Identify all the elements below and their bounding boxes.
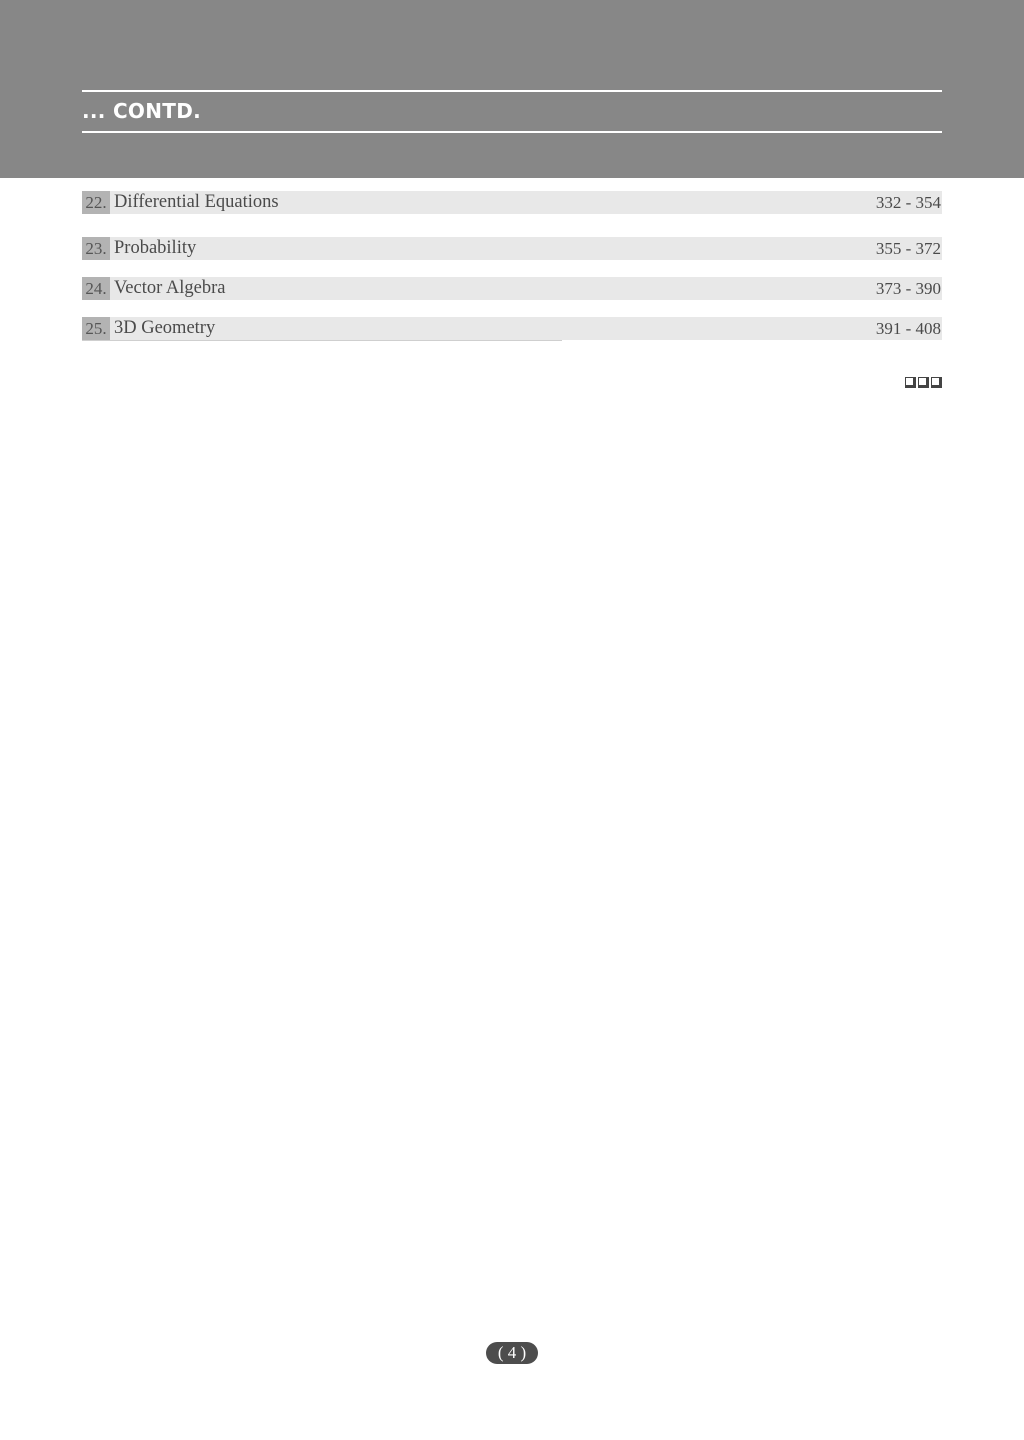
toc-entry-pages: 355 - 372 bbox=[875, 239, 941, 258]
toc-entry-pages: 373 - 390 bbox=[875, 279, 941, 298]
toc-entry-title: 3D Geometry bbox=[114, 318, 216, 338]
toc-entry-vector-algebra[interactable] bbox=[82, 277, 942, 300]
toc-entry-title: Probability bbox=[114, 238, 197, 258]
toc-entry-title: Vector Algebra bbox=[114, 278, 226, 298]
section-title: ... CONTD. bbox=[82, 99, 202, 123]
toc-entry-differential-equations[interactable] bbox=[82, 191, 942, 214]
header-band bbox=[0, 0, 1024, 178]
hollow-square-icon bbox=[918, 377, 929, 388]
toc-entry-number: 23. bbox=[82, 237, 110, 260]
toc-entry-number: 22. bbox=[82, 191, 110, 214]
toc-entry-title: Differential Equations bbox=[114, 192, 279, 212]
toc-entry-pages: 332 - 354 bbox=[875, 193, 941, 212]
toc-entry-number: 24. bbox=[82, 277, 110, 300]
hollow-square-icon bbox=[931, 377, 942, 388]
toc-divider bbox=[82, 340, 562, 341]
header-rule-top bbox=[82, 90, 942, 92]
toc-entry-pages: 391 - 408 bbox=[875, 319, 941, 338]
toc-entry-probability[interactable] bbox=[82, 237, 942, 260]
page-number-badge: ( 4 ) bbox=[486, 1342, 538, 1364]
end-of-section-marks bbox=[905, 377, 942, 388]
toc-entry-number: 25. bbox=[82, 317, 110, 340]
hollow-square-icon bbox=[905, 377, 916, 388]
toc-entry-3d-geometry[interactable] bbox=[82, 317, 942, 340]
header-rule-bottom bbox=[82, 131, 942, 133]
